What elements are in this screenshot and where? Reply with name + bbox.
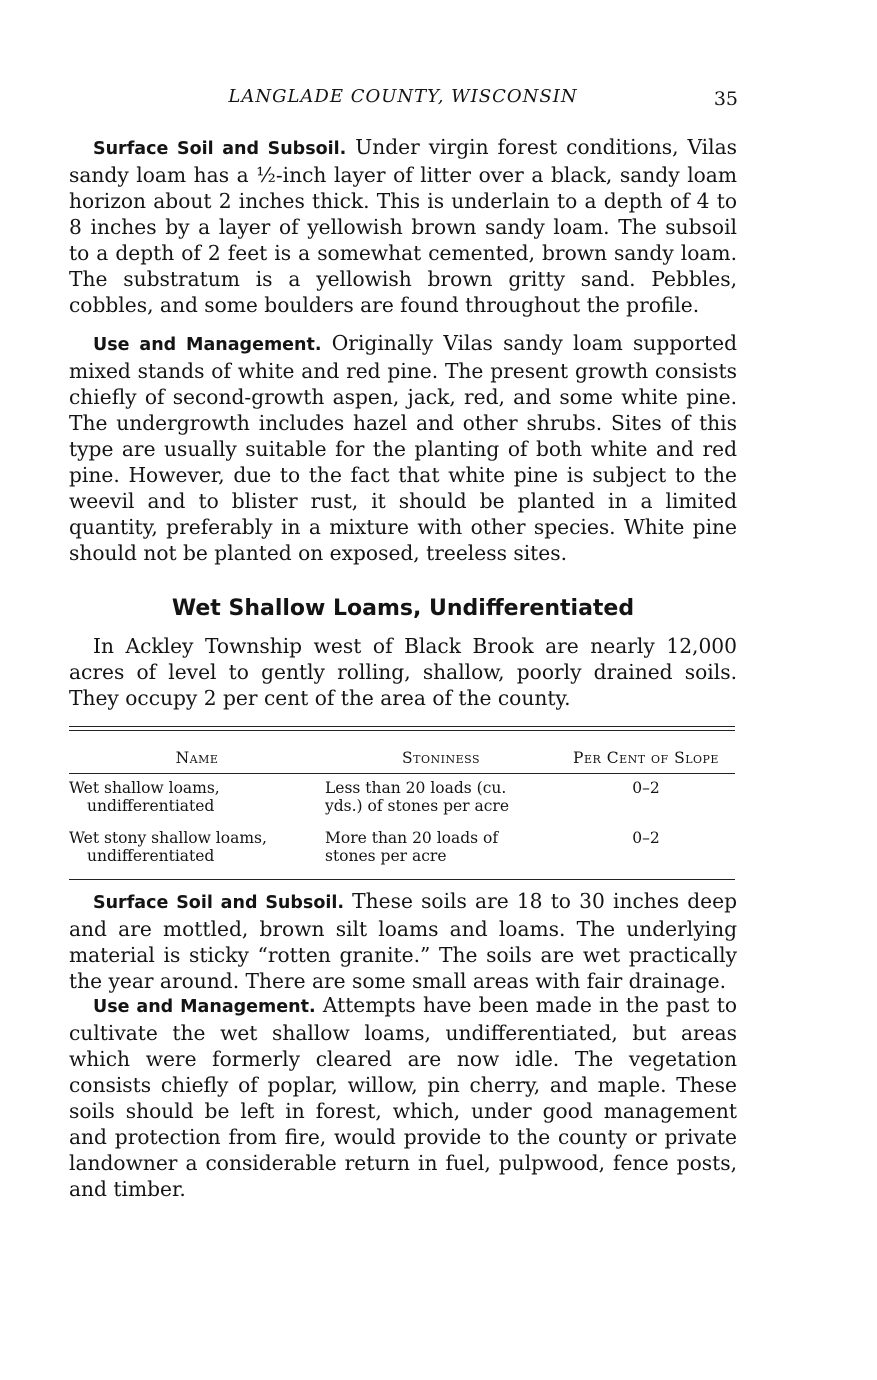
table-cell-stoniness	[325, 829, 557, 865]
page-header	[68, 86, 738, 116]
paragraph-text: Under virgin forest conditions, Vilas sandy loam has a ½-inch layer of litter over a black, sandy loam horizon about 2 inches thick. This is underlain to a depth of 4 to 8 inches by a layer of yellowish brown sandy loam. The subsoil to a depth of 2 feet is a somewhat cemented, brown sandy loam. The substratum is a yellowish brown gritty sand. Pebbles, cobbles, and some boulders are found throughout the profile.	[69, 135, 737, 317]
paragraph-text: Originally Vilas sandy loam supported mixed stands of white and red pine. The present growth consists chiefly of second-growth aspen, jack, red, and some white pine. The undergrowth includes hazel and other shrubs. Sites of this type are usually suitable for the planting of both white and red pine. However, due to the fact that white pine is subject to the weevil and to blister rust, it should be planted in a limited quantity, preferably in a mixture with other species. White pine should not be planted on exposed, treeless sites.	[69, 331, 738, 565]
soil-table	[69, 726, 735, 880]
paragraph-lead-in: Use and Management.	[93, 335, 322, 355]
cell-line: undifferentiated	[87, 847, 215, 865]
table-cell-stoniness	[325, 779, 557, 815]
paragraph-surface-soil-vilas	[69, 134, 737, 318]
cell-line: undifferentiated	[87, 797, 215, 815]
running-head: LANGLADE COUNTY, WISCONSIN	[228, 86, 578, 107]
table-cell-name	[69, 829, 325, 865]
section-heading: Wet Shallow Loams, Undifferentiated	[171, 596, 635, 621]
paragraph-intro-wet-shallow-loams	[69, 633, 737, 711]
column-header-stoniness: Stoniness	[402, 749, 480, 767]
table-cell-slope: 0–2	[632, 829, 660, 847]
cell-line: Wet stony shallow loams,	[69, 829, 267, 847]
table-header-row	[69, 731, 735, 773]
paragraph-lead-in: Surface Soil and Subsoil.	[93, 139, 347, 159]
paragraph-surface-soil-wet-loams	[69, 888, 737, 994]
table-bottom-rule	[69, 879, 735, 880]
cell-line: Wet shallow loams,	[69, 779, 220, 797]
cell-line: Less than 20 loads (cu.	[325, 779, 507, 797]
paragraph-lead-in: Surface Soil and Subsoil.	[93, 893, 344, 913]
table-body	[69, 774, 735, 875]
paragraph-use-management-wet-loams	[69, 992, 737, 1202]
cell-line: More than 20 loads of	[325, 829, 499, 847]
cell-line: stones per acre	[325, 847, 447, 865]
paragraph-text: Attempts have been made in the past to cultivate the wet shallow loams, undifferentiated, but areas which were formerly cleared are now idle. The vegetation consists chiefly of poplar, willow, pin cherry, and maple. These soils should be left in forest, which, under good management and protection from fire, would provide to the county or private landowner a considerable return in fuel, pulpwood, fence posts, and timber.	[69, 993, 737, 1201]
column-header-name: Name	[175, 749, 219, 767]
table-cell-slope: 0–2	[632, 779, 660, 797]
paragraph-lead-in: Use and Management.	[93, 997, 316, 1017]
column-header-slope: Per Cent of Slope	[573, 749, 719, 767]
paragraph-text: These soils are 18 to 30 inches deep and are mottled, brown silt loams and loams. The underlying material is sticky “rotten granite.” The soils are wet practically the year around. There are some small areas with fair drainage.	[69, 889, 737, 993]
page-number: 35	[713, 88, 738, 110]
table-row	[69, 774, 735, 825]
paragraph-text: In Ackley Township west of Black Brook are nearly 12,000 acres of level to gently rolling, shallow, poorly drained soils. They occupy 2 per cent of the area of the county.	[69, 634, 737, 710]
cell-line: yds.) of stones per acre	[325, 797, 510, 815]
table-cell-name	[69, 779, 325, 815]
paragraph-use-management-vilas	[69, 330, 737, 566]
table-row	[69, 825, 735, 875]
